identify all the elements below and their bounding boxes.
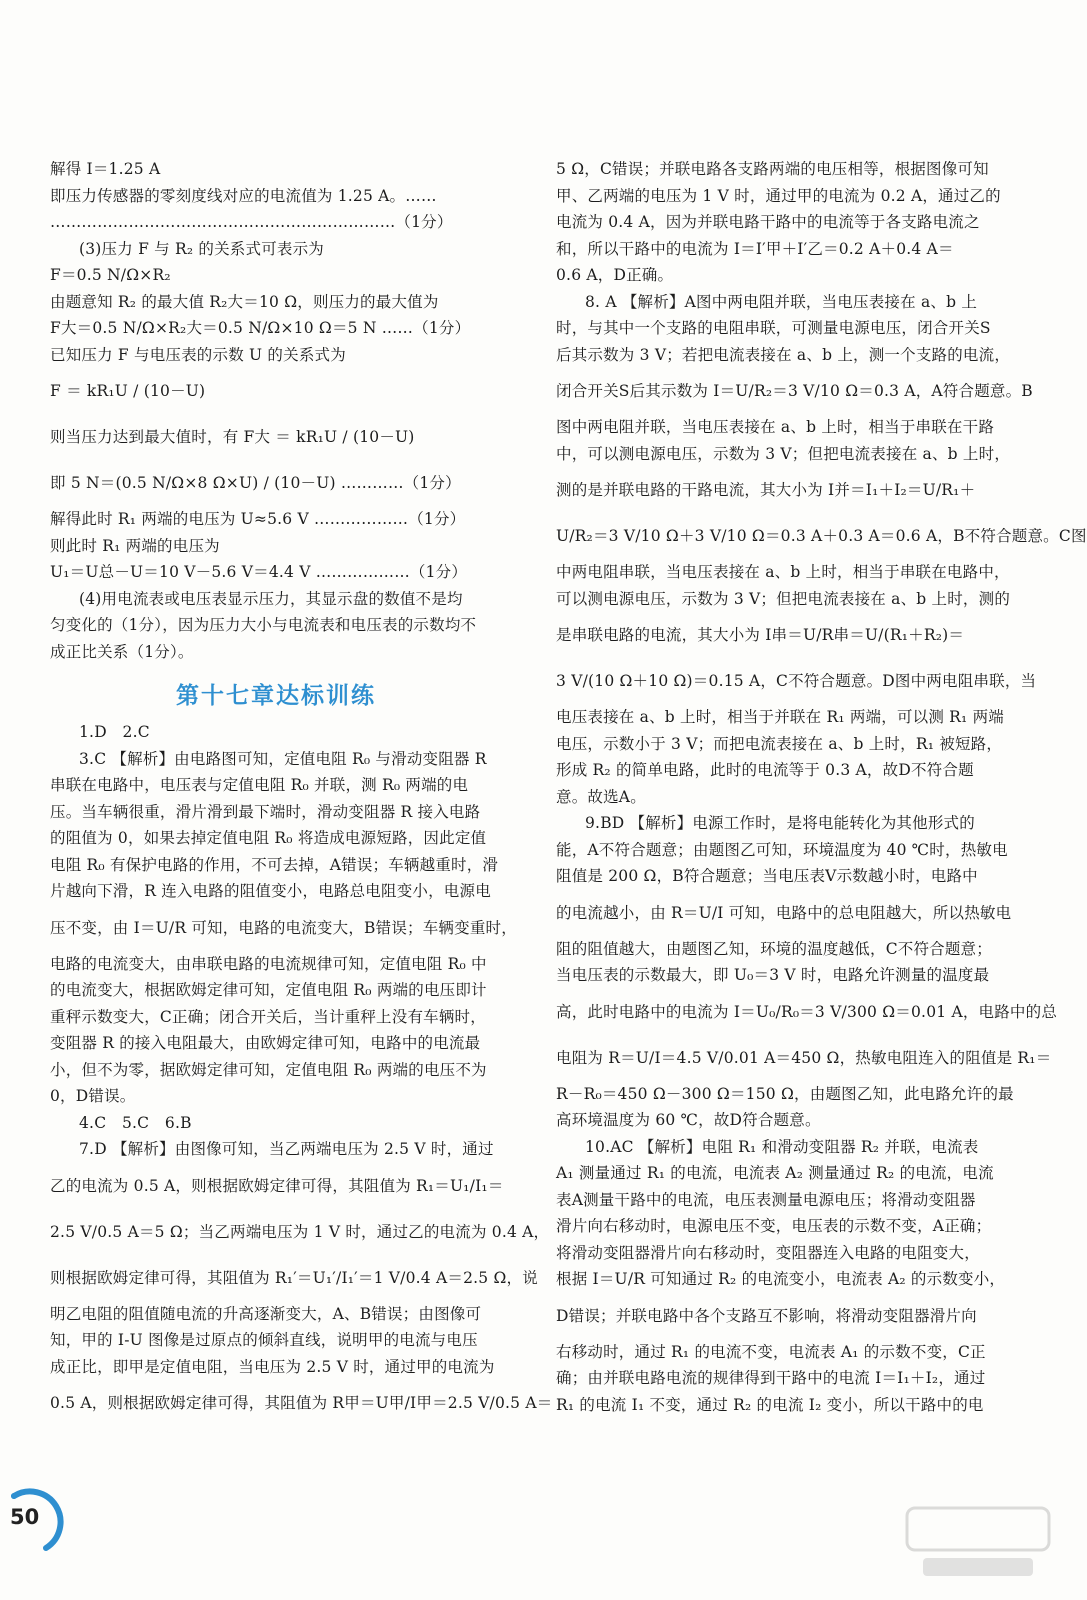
text-line: U/R₂＝3 V/10 Ω＋3 V/10 Ω＝0.3 A＋0.3 A＝0.6 A，B不符合题意。C图 [556,527,1087,545]
text-line: 10.AC 【解析】电阻 R₁ 和滑动变阻器 R₂ 并联，电流表 [585,1137,979,1156]
answer-continuation [50,156,502,665]
text-line: 乙的电流为 0.5 A，则根据欧姆定律可得，其阻值为 R₁＝U₁/I₁＝ [50,1176,504,1195]
text-line: 4.C 5.C 6.B [79,1113,192,1132]
text-line: 由题意知 R₂ 的最大值 R₂大＝10 Ω，则压力的最大值为 [50,292,439,311]
text-line: 即压力传感器的零刻度线对应的电流值为 1.25 A。…… [50,186,437,205]
text-line: 阻值是 200 Ω，B符合题意；当电压表V示数越小时，电路中 [556,867,978,885]
text-line: 成正比，即甲是定值电阻，当电压为 2.5 V 时，通过甲的电流为 [50,1357,495,1376]
page-number: 50 [10,1505,40,1529]
text-line: 中两电阻串联，当电压表接在 a、b 上时，相当于串联在电路中， [556,563,1010,581]
text-line: 压。当车辆很重，滑片滑到最下端时，滑动变阻器 R 接入电路 [50,802,481,821]
text-line: 串联在电路中，电压表与定值电阻 R₀ 并联，测 R₀ 两端的电 [50,776,469,794]
text-line: 已知压力 F 与电压表的示数 U 的关系式为 [50,345,346,364]
text-line: 小，但不为零，据欧姆定律可知，定值电阻 R₀ 两端的电压不为 [50,1060,487,1079]
text-line: 解得 I＝1.25 A [50,160,161,178]
text-line: (3)压力 F 与 R₂ 的关系式可表示为 [79,239,325,258]
text-line: 和，所以干路中的电流为 I＝I′甲＋I′乙＝0.2 A＋0.4 A＝ [556,239,954,258]
text-line: 根据 I＝U/R 可知通过 R₂ 的电流变小，电流表 A₂ 的示数变小， [556,1270,1006,1288]
text-line: 电压，示数小于 3 V；而把电流表接在 a、b 上时，R₁ 被短路， [556,734,1003,753]
text-line: 表A测量干路中的电流，电压表测量电源电压；将滑动变阻器 [556,1190,976,1209]
text-line: 的电流越小，由 R＝U/I 可知，电路中的总电阻越大，所以热敏电 [556,903,1012,922]
text-line: 将滑动变阻器滑片向右移动时，变阻器连入电路的电阻变大， [556,1243,980,1262]
text-line: 电阻 R₀ 有保护电路的作用，不可去掉，A错误；车辆越重时，滑 [50,855,499,874]
text-line: 3 V/(10 Ω＋10 Ω)＝0.15 A，C不符合题意。D图中两电阻串联，当 [556,672,1037,690]
text-line: …………………………………………………………（1分） [50,213,453,231]
text-line: 3.C 【解析】由电路图可知，定值电阻 R₀ 与滑动变阻器 R [79,749,487,768]
text-line: 的阻值为 0，如果去掉定值电阻 R₀ 将造成电源短路，因此定值 [50,829,487,847]
text-line: 电阻为 R＝U/I＝4.5 V/0.01 A＝450 Ω，热敏电阻连入的阻值是 R₁＝ [556,1048,1052,1067]
text-line: 高，此时电路中的电流为 I＝U₀/R₀＝3 V/300 Ω＝0.01 A，电路中的总 [556,1002,1058,1021]
text-line: 电流为 0.4 A，因为并联电路干路中的电流等于各支路电流之 [556,213,980,231]
text-line: 意。故选A。 [556,787,646,806]
text-line: 8. A 【解析】A图中两电阻并联，当电压表接在 a、b 上 [585,292,978,311]
text-line: 图中两电阻并联，当电压表接在 a、b 上时，相当于串联在干路 [556,418,995,436]
text-line: F＝0.5 N/Ω×R₂ [50,266,171,284]
text-line: 电路的电流变大，由串联电路的电流规律可知，定值电阻 R₀ 中 [50,954,487,973]
text-line: U₁＝U总－U＝10 V－5.6 V＝4.4 V ………………（1分） [50,563,468,581]
text-line: 确；由并联电路电流的规律得到干路中的电流 I＝I₁＋I₂，通过 [556,1369,986,1387]
text-line: 7.D 【解析】由图像可知，当乙两端电压为 2.5 V 时，通过 [79,1140,494,1158]
text-line: 电压表接在 a、b 上时，相当于并联在 R₁ 两端，可以测 R₁ 两端 [556,708,1004,726]
text-line: 是串联电路的电流，其大小为 I串＝U/R串＝U/(R₁＋R₂)＝ [556,626,965,644]
text-line: 则此时 R₁ 两端的电压为 [50,536,220,555]
text-line: 当电压表的示数最大，即 U₀＝3 V 时，电路允许测量的温度最 [556,966,990,984]
text-line: 闭合开关S后其示数为 I＝U/R₂＝3 V/10 Ω＝0.3 A，A符合题意。B [556,382,1033,400]
text-line: D错误；并联电路中各个支路互不影响，将滑动变阻器滑片向 [556,1306,977,1325]
chapter-answers [50,719,553,1426]
watermark-logo-icon [903,1502,1053,1582]
text-line: 测的是并联电路的干路电流，其大小为 I并＝I₁＋I₂＝U/R₁＋ [556,481,976,499]
chapter-title: 第十七章达标训练 [176,683,376,709]
right-column [556,156,1087,1418]
text-line: 甲、乙两端的电压为 1 V 时，通过甲的电流为 0.2 A，通过乙的 [556,186,1001,205]
text-line: 0.5 A，则根据欧姆定律可得，其阻值为 R甲＝U甲/I甲＝2.5 V/0.5 A＝ [50,1394,553,1412]
text-line: R－R₀＝450 Ω－300 Ω＝150 Ω，由题图乙知，此电路允许的最 [556,1084,1014,1103]
text-line: 匀变化的（1分），因为压力大小与电流表和电压表的示数均不 [50,616,477,634]
text-line: 9.BD 【解析】电源工作时，是将电能转化为其他形式的 [585,814,975,832]
text-line: 滑片向右移动时，电源电压不变，电压表的示数不变，A正确； [556,1217,992,1235]
text-line: 高环境温度为 60 ℃，故D符合题意。 [556,1111,821,1129]
text-line: 可以测电源电压，示数为 3 V；但把电流表接在 a、b 上时，测的 [556,589,1011,608]
text-line: 0，D错误。 [50,1087,136,1105]
text-line: F ＝ kR₁U / (10－U) [50,382,206,400]
text-line: 片越向下滑，R 连入电路的阻值变小，电路总电阻变小，电源电 [50,882,491,900]
text-line: A₁ 测量通过 R₁ 的电流，电流表 A₂ 测量通过 R₂ 的电流，电流 [556,1164,994,1182]
text-line: 解得此时 R₁ 两端的电压为 U≈5.6 V ………………（1分） [50,510,466,528]
text-line: 5 Ω，C错误；并联电路各支路两端的电压相等，根据图像可知 [556,160,989,178]
text-line: 则根据欧姆定律可得，其阻值为 R₁′＝U₁′/I₁′＝1 V/0.4 A＝2.5 Ω，说 [50,1268,538,1287]
text-line: 时，与其中一个支路的电阻串联，可测量电源电压，闭合开关S [556,319,991,337]
text-line: 形成 R₂ 的简单电路，此时的电流等于 0.3 A，故D不符合题 [556,761,974,779]
text-line: R₁ 的电流 I₁ 不变，通过 R₂ 的电流 I₂ 变小，所以干路中的电 [556,1395,984,1414]
text-line: 阻的阻值越大，由题图乙知，环境的温度越低，C不符合题意； [556,939,992,958]
text-line: 则当压力达到最大值时，有 F大 ＝ kR₁U / (10－U) [50,428,415,446]
text-line: 能，A不符合题意；由题图乙可知，环境温度为 40 ℃时，热敏电 [556,840,1008,859]
text-line: 压不变，由 I＝U/R 可知，电路的电流变大，B错误；车辆变重时， [50,918,517,937]
text-line: (4)用电流表或电压表显示压力，其显示盘的数值不是均 [79,589,463,608]
text-line: 后其示数为 3 V；若把电流表接在 a、b 上，测一个支路的电流， [556,345,1011,364]
text-line: 知，甲的 I-U 图像是过原点的倾斜直线，说明甲的电流与电压 [50,1331,478,1349]
text-line: 即 5 N＝(0.5 N/Ω×8 Ω×U) / (10－U) …………（1分） [50,474,461,492]
text-line: 1.D 2.C [79,723,150,741]
text-line: 中，可以测电源电压，示数为 3 V；但把电流表接在 a、b 上时， [556,444,1011,463]
text-line: 右移动时，通过 R₁ 的电流不变，电流表 A₁ 的示数不变，C正 [556,1342,986,1361]
text-line: 0.6 A，D正确。 [556,266,674,284]
text-line: 成正比关系（1分）。 [50,642,194,661]
text-line: 的电流变大，根据欧姆定律可知，定值电阻 R₀ 两端的电压即计 [50,981,487,999]
left-column [50,156,553,1426]
text-line: 2.5 V/0.5 A＝5 Ω；当乙两端电压为 1 V 时，通过乙的电流为 0.4 A， [50,1222,550,1241]
text-line: F大＝0.5 N/Ω×R₂大＝0.5 N/Ω×10 Ω＝5 N ……（1分） [50,319,471,337]
text-line: 重秤示数变大，C正确；闭合开关后，当计重秤上没有车辆时， [50,1007,486,1026]
chapter-answers-continued [556,156,1087,1418]
text-line: 明乙电阻的阻值随电流的升高逐渐变大，A、B错误；由图像可 [50,1304,482,1323]
text-line: 变阻器 R 的接入电阻最大，由欧姆定律可知，电路中的电流最 [50,1034,481,1052]
